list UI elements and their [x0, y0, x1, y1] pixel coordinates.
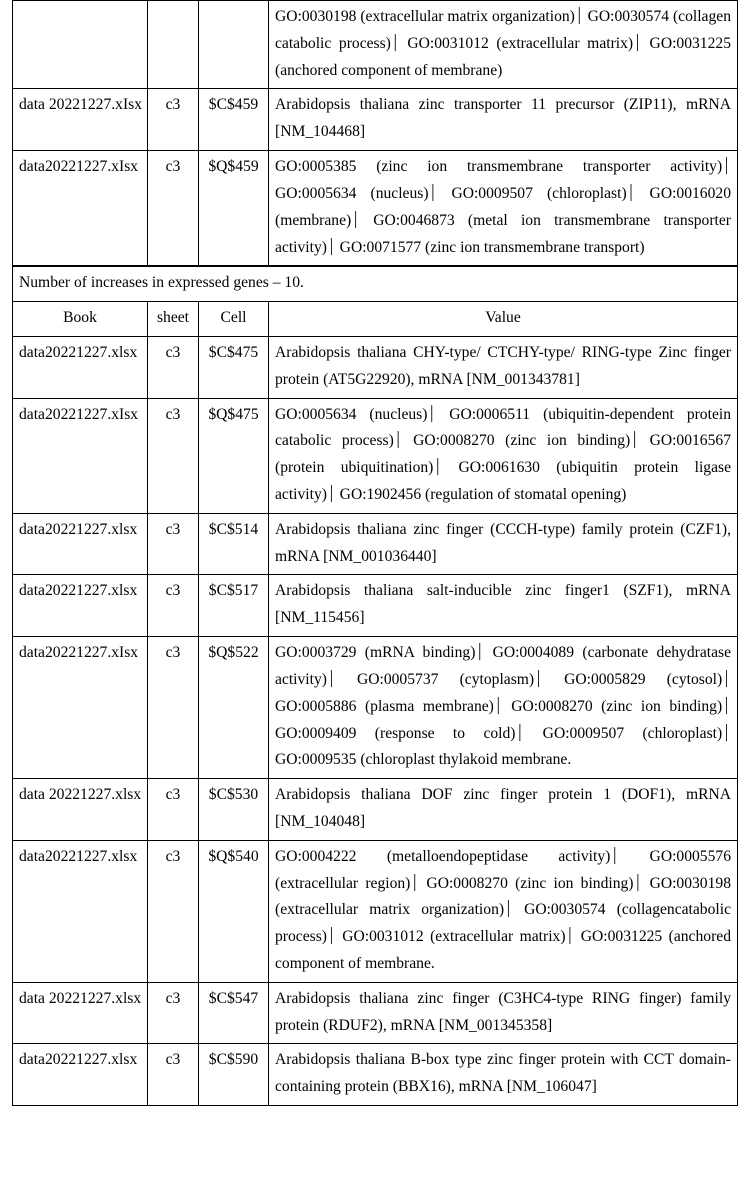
table-row	[13, 336, 738, 398]
table-row	[13, 89, 738, 151]
cell-value: GO:0003729 (mRNA binding)⏐ GO:0004089 (carbonate dehydratase activity)⏐ GO:0005737 (cytoplasm)⏐ GO:0005829 (cytosol)⏐ GO:0005886 (plasma membrane)⏐ GO:0008270 (zinc ion binding)⏐ GO:0009409 (response to cold)⏐ GO:0009507 (chloroplast)⏐ GO:0009535 (chloroplast thylakoid membrane.	[269, 637, 738, 779]
cell-sheet: c3	[148, 637, 199, 779]
cell-value: Arabidopsis thaliana zinc transporter 11 precursor (ZIP11), mRNA [NM_104468]	[269, 89, 738, 151]
table-header-row	[13, 302, 738, 337]
cell-book: data 20221227.xlsx	[13, 779, 148, 841]
cell-reference	[199, 1, 269, 89]
cell-reference: $Q$459	[199, 151, 269, 266]
cell-book: data20221227.xIsx	[13, 151, 148, 266]
cell-sheet: c3	[148, 151, 199, 266]
cell-value: GO:0030198 (extracellular matrix organization)⏐ GO:0030574 (collagen catabolic process)⏐ GO:0031012 (extracellular matrix)⏐ GO:0031225 (anchored component of membrane)	[269, 1, 738, 89]
cell-reference: $Q$540	[199, 840, 269, 982]
cell-book: data20221227.xlsx	[13, 575, 148, 637]
cell-value: Arabidopsis thaliana B-box type zinc finger protein with CCT domain-containing protein (BBX16), mRNA [NM_106047]	[269, 1044, 738, 1106]
cell-reference: $C$590	[199, 1044, 269, 1106]
table-caption: Number of increases in expressed genes – 10.	[13, 267, 738, 302]
column-header-sheet: sheet	[148, 302, 199, 337]
column-header-value: Value	[269, 302, 738, 337]
cell-value: Arabidopsis thaliana DOF zinc finger protein 1 (DOF1), mRNA [NM_104048]	[269, 779, 738, 841]
cell-sheet: c3	[148, 779, 199, 841]
cell-sheet: c3	[148, 398, 199, 513]
cell-value: Arabidopsis thaliana zinc finger (CCCH-type) family protein (CZF1), mRNA [NM_001036440]	[269, 513, 738, 575]
cell-sheet: c3	[148, 89, 199, 151]
table-caption-row	[13, 267, 738, 302]
cell-book: data 20221227.xlsx	[13, 982, 148, 1044]
cell-reference: $Q$475	[199, 398, 269, 513]
table-row	[13, 982, 738, 1044]
cell-book	[13, 1, 148, 89]
continued-table	[12, 0, 738, 266]
column-header-cell: Cell	[199, 302, 269, 337]
cell-value: Arabidopsis thaliana CHY-type/ CTCHY-type/ RING-type Zinc finger protein (AT5G22920), mRNA [NM_001343781]	[269, 336, 738, 398]
table-row	[13, 1, 738, 89]
cell-sheet	[148, 1, 199, 89]
table-row	[13, 575, 738, 637]
cell-book: data20221227.xIsx	[13, 637, 148, 779]
cell-sheet: c3	[148, 840, 199, 982]
column-header-book: Book	[13, 302, 148, 337]
cell-value: Arabidopsis thaliana salt-inducible zinc finger1 (SZF1), mRNA [NM_115456]	[269, 575, 738, 637]
cell-book: data20221227.xlsx	[13, 1044, 148, 1106]
table-row	[13, 151, 738, 266]
cell-book: data20221227.xlsx	[13, 513, 148, 575]
cell-sheet: c3	[148, 982, 199, 1044]
table-row	[13, 513, 738, 575]
cell-reference: $C$475	[199, 336, 269, 398]
cell-sheet: c3	[148, 513, 199, 575]
table-row	[13, 779, 738, 841]
cell-book: data20221227.xIsx	[13, 398, 148, 513]
cell-book: data 20221227.xIsx	[13, 89, 148, 151]
cell-value: GO:0005634 (nucleus)⏐ GO:0006511 (ubiquitin-dependent protein catabolic process)⏐ GO:0008270 (zinc ion binding)⏐ GO:0016567 (protein ubiquitination)⏐ GO:0061630 (ubiquitin protein ligase activity)⏐ GO:1902456 (regulation of stomatal opening)	[269, 398, 738, 513]
cell-book: data20221227.xlsx	[13, 336, 148, 398]
table-row	[13, 1044, 738, 1106]
cell-reference: $C$547	[199, 982, 269, 1044]
cell-value: GO:0005385 (zinc ion transmembrane transporter activity)⏐ GO:0005634 (nucleus)⏐ GO:0009507 (chloroplast)⏐ GO:0016020 (membrane)⏐ GO:0046873 (metal ion transmembrane transporter activity)⏐ GO:0071577 (zinc ion transmembrane transport)	[269, 151, 738, 266]
cell-reference: $C$517	[199, 575, 269, 637]
cell-reference: $Q$522	[199, 637, 269, 779]
table-row	[13, 398, 738, 513]
cell-book: data20221227.xlsx	[13, 840, 148, 982]
cell-reference: $C$530	[199, 779, 269, 841]
cell-value: Arabidopsis thaliana zinc finger (C3HC4-type RING finger) family protein (RDUF2), mRNA [NM_001345358]	[269, 982, 738, 1044]
cell-sheet: c3	[148, 575, 199, 637]
table-row	[13, 637, 738, 779]
cell-reference: $C$459	[199, 89, 269, 151]
cell-reference: $C$514	[199, 513, 269, 575]
expressed-genes-table	[12, 266, 738, 1106]
cell-sheet: c3	[148, 1044, 199, 1106]
table-row	[13, 840, 738, 982]
cell-sheet: c3	[148, 336, 199, 398]
cell-value: GO:0004222 (metalloendopeptidase activity)⏐ GO:0005576 (extracellular region)⏐ GO:0008270 (zinc ion binding)⏐ GO:0030198 (extracellular matrix organization)⏐ GO:0030574 (collagencatabolic process)⏐ GO:0031012 (extracellular matrix)⏐ GO:0031225 (anchored component of membrane.	[269, 840, 738, 982]
